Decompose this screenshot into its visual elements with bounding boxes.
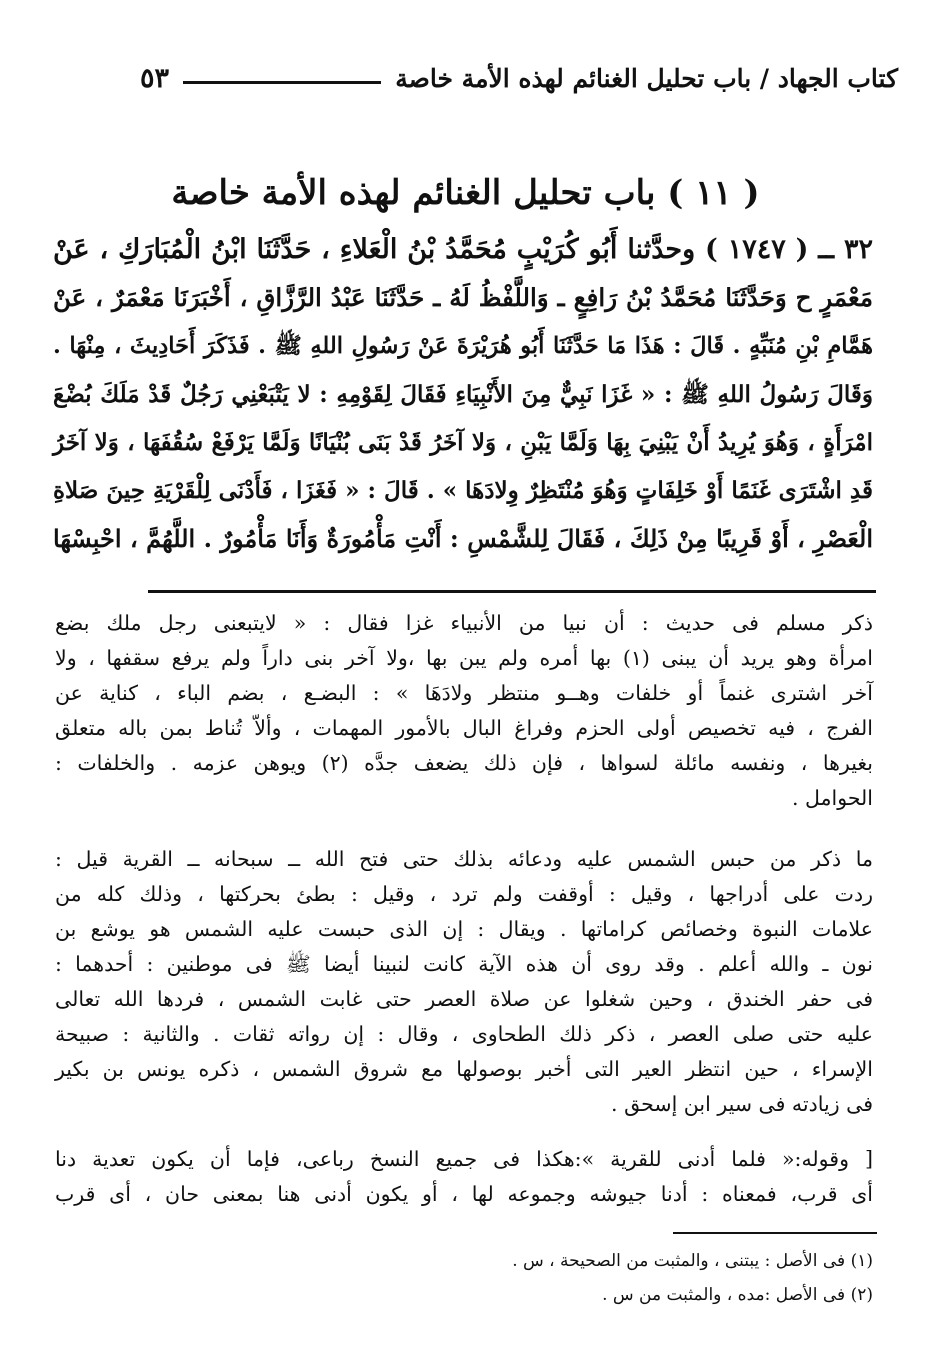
hadith-line: امْرَأَةٍ ، وَهُوَ يُرِيدُ أَنْ يَبْنِيَ بِهَا وَلَمَّا يَبْنِ ، وَلا آخَرُ قَدْ بَنَى بُنْيَانًا وَلَمَّا يَرْفَعْ سُقُفَهَا ، وَلا آخَرُ xyxy=(53,428,873,456)
commentary-line: بغيرها ، ونفسه مائلة لسواها ، فإن ذلك يضعف جدَّه (٢) ويوهن عزمه . والخلفات : xyxy=(55,751,874,775)
commentary-line: فى حفر الخندق ، وحين شغلوا عن صلاة العصر حتى غابت الشمس ، فردها الله تعالى xyxy=(55,987,873,1011)
commentary-line: الحوامل . xyxy=(792,786,873,810)
running-head xyxy=(140,56,898,100)
hadith-line: الْعَصْرِ ، أَوْ قَرِيبًا مِنْ ذَلِكَ ، فَقَالَ لِلشَّمْسِ : أَنْتِ مَأْمُورَةٌ وَأَنَا مَأْمُورٌ . اللَّهُمَّ ، احْبِسْهَا xyxy=(53,524,873,554)
commentary-line: عليه حتى صلى العصر ، ذكر ذلك الطحاوى ، وقال : إن رواته ثقات . والثانية : صبيحة xyxy=(55,1022,873,1046)
chapter-title: ( ١١ ) باب تحليل الغنائم لهذه الأمة خاصة xyxy=(171,173,760,213)
footnote-rule xyxy=(673,1232,877,1234)
commentary-line: نون ـ والله أعلم . وقد روى أن هذه الآية كانت لنبينا أيضا ﷺ فى موطنين : أحدهما : xyxy=(55,952,873,976)
commentary-line: ذكر مسلم فى حديث : أن نبيا من الأنبياء غزا فقال : « لايتبعنى رجل ملك بضع xyxy=(55,611,873,635)
commentary-line: [ وقوله:« فلما أدنى للقرية »:هكذا فى جميع النسخ رباعى، فإما أن يكون تعدية دنا xyxy=(55,1147,873,1171)
hadith-text xyxy=(53,226,873,563)
hadith-line: قَدِ اشْتَرَى غَنَمًا أَوْ خَلِفَاتٍ وَهُوَ مُنْتَظِرٌ وِلادَهَا » . قَالَ : « فَغَزَا ، فَأَدْنَى لِلْقَرْيَةِ حِينَ صَلاةِ xyxy=(53,477,873,505)
commentary-line: ردت على أدراجها ، وقيل : أوقفت ولم ترد ، وقيل : بطئ بحركتها ، وذلك كله من xyxy=(55,882,873,906)
hadith-line: هَمَّامِ بْنِ مُنَبِّهٍ . قَالَ : هَذَا مَا حَدَّثَنَا أَبُو هُرَيْرَةَ عَنْ رَسُولِ اللهِ ﷺ . فَذَكَرَ أَحَادِيثَ ، مِنْهَا . xyxy=(53,333,873,360)
footnote: (١) فى الأصل : يبتنى ، والمثبت من الصحيحة ، س . xyxy=(512,1251,873,1271)
page-number: ٥٣ xyxy=(140,62,170,94)
commentary-paragraph-3 xyxy=(55,1142,873,1212)
hadith-line: ٣٢ ــ ( ١٧٤٧ ) وحدَّثنا أَبُو كُرَيْبٍ مُحَمَّدُ بْنُ الْعَلاءِ ، حَدَّثَنَا ابْنُ الْمُبَارَكِ ، عَنْ xyxy=(53,234,874,265)
footnote: (٢) فى الأصل :مده ، والمثبت من س . xyxy=(602,1285,873,1305)
commentary-line: الفرج ، فيه تخصيص أولى الحزم وفراغ البال بالأمور المهمات ، وألاّ تُناط بمن باله متعلق xyxy=(55,716,873,740)
commentary-line: امرأة وهو يريد أن يبنى (١) بها أمره ولم يبن بها ،ولا آخر بنى داراً ولم يرفع سقفها ، ولا xyxy=(55,646,873,670)
running-head-rule xyxy=(183,81,381,84)
hadith-line: مَعْمَرٍ ح وَحَدَّثَنَا مُحَمَّدُ بْنُ رَافِعٍ ـ وَاللَّفْظُ لَهُ ـ حَدَّثَنَا عَبْدُ الرَّزَّاقِ ، أَخْبَرَنَا مَعْمَرٌ ، عَنْ xyxy=(53,283,873,313)
commentary-line: علامات النبوة وخصائص كراماتها . ويقال : إن الذى حبست عليه الشمس هو يوشع بن xyxy=(55,917,873,941)
commentary-line: آخر اشترى غنماً أو خلفات وهــو منتظر ولادَهَا » : البضـع ، بضم الباء ، كناية عن xyxy=(55,681,873,705)
text-commentary-separator xyxy=(148,590,876,593)
footnotes xyxy=(55,1244,873,1312)
commentary-paragraph-2 xyxy=(55,842,873,1122)
commentary-line: فى زيادته فى سير ابن إسحق . xyxy=(611,1092,873,1116)
commentary-paragraph-1 xyxy=(55,606,873,816)
commentary-line: الإسراء ، حين انتظر العير التى أخبر بوصولها مع شروق الشمس ، ذكره يونس بن بكير xyxy=(55,1057,873,1081)
hadith-line: وَقَالَ رَسُولُ اللهِ ﷺ : « غَزَا نَبِيٌّ مِنَ الأَنْبِيَاءِ فَقَالَ لِقَوْمِهِ : لا يَتْبَعْنِي رَجُلٌ قَدْ مَلَكَ بُضْعَ xyxy=(53,380,873,408)
commentary-line: أى قرب، فمعناه : أدنا جيوشه وجموعه لها ، أو يكون أدنى هنا بمعنى حان ، أى قرب xyxy=(55,1182,873,1206)
commentary-line: ما ذكر من حبس الشمس عليه ودعائه بذلك حتى فتح الله ــ سبحانه ــ القرية قيل : xyxy=(55,847,873,871)
running-head-title: كتاب الجهاد / باب تحليل الغنائم لهذه الأمة خاصة xyxy=(395,63,898,93)
